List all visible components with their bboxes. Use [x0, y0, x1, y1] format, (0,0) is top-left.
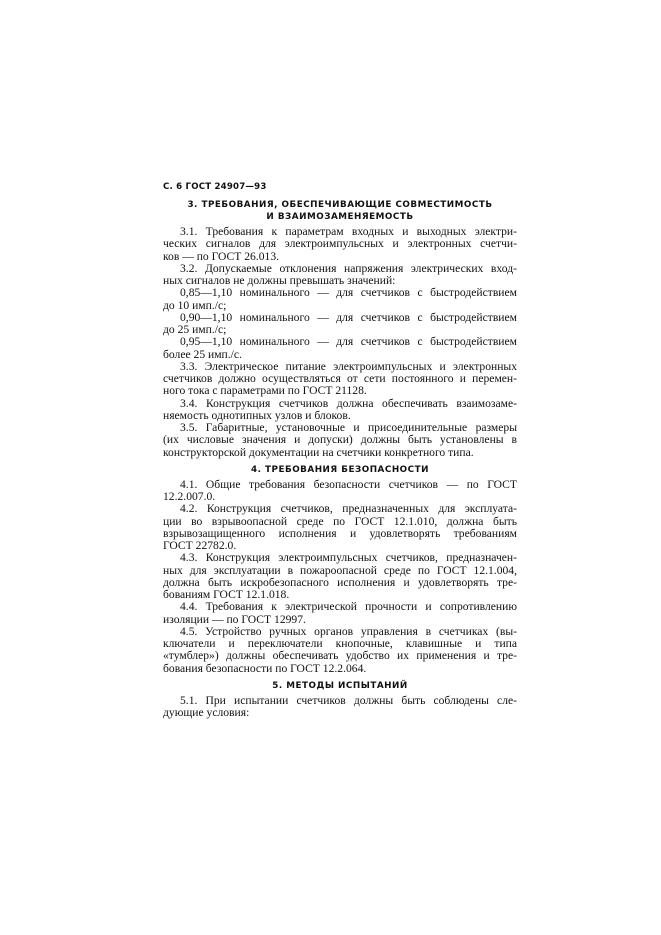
- text-line: 5.1. При испытании счетчиков должны быть соблюдены сле-: [180, 693, 517, 707]
- text-line: ков — по ГОСТ 26.013.: [163, 249, 280, 263]
- text-line: 4.5. Устройство ручных органов управления в счетчиках (вы-: [180, 624, 517, 638]
- text-line: 3.5. Габаритные, установочные и присоединительные размеры: [180, 421, 517, 434]
- text-line: ных для эксплуатации в пожароопасной среде по ГОСТ 12.1.004,: [163, 563, 517, 577]
- section: [163, 680, 517, 720]
- section-heading-line: 4. ТРЕБОВАНИЯ БЕЗОПАСНОСТИ: [251, 464, 429, 475]
- text-line: 0,95—1,10 номинального — для счетчиков с быстродействием: [180, 335, 517, 349]
- text-line: 4.4. Требования к электрической прочности и сопротивлению: [180, 600, 517, 614]
- text-line: ного тока с параметрами по ГОСТ 21128.: [163, 384, 367, 398]
- paragraph: [163, 601, 517, 626]
- paragraph: [163, 398, 517, 423]
- text-line: (их числовые значения и допуски) должны быть установлены в: [163, 433, 517, 447]
- paragraph: [163, 361, 517, 398]
- text-line: 3.2. Допускаемые отклонения напряжения электрических вход-: [180, 261, 517, 275]
- text-line: 4.2. Конструкция счетчиков, предназначенных для эксплуата-: [180, 502, 517, 516]
- text-line: 0,85—1,10 номинального — для счетчиков с быстродействием: [180, 286, 517, 300]
- text-line: ключатели и переключатели кнопочные, клавишные и типа: [163, 637, 517, 650]
- text-line: ческих сигналов для электроимпульсных и электронных счетчи-: [163, 237, 517, 251]
- paragraph: [163, 312, 517, 337]
- text-line: 3.1. Требования к параметрам входных и выходных электри-: [180, 225, 517, 238]
- text-line: 3.3. Электрическое питание электроимпульсных и электронных: [180, 359, 517, 373]
- paragraph: [163, 263, 517, 288]
- section-heading-line: 3. ТРЕБОВАНИЯ, ОБЕСПЕЧИВАЮЩИЕ СОВМЕСТИМОСТЬ: [187, 200, 493, 210]
- section: [163, 464, 517, 675]
- document-body: [163, 199, 517, 719]
- text-line: бования безопасности по ГОСТ 12.2.064.: [163, 661, 367, 675]
- text-line: ных сигналов не должны превышать значений:: [163, 274, 396, 287]
- text-line: дующие условия:: [163, 706, 250, 719]
- paragraph: [163, 287, 517, 312]
- text-line: до 10 имп./с;: [163, 298, 227, 312]
- text-line: бованиям ГОСТ 12.1.018.: [163, 588, 290, 601]
- text-line: няемость однотипных узлов и блоков.: [163, 408, 351, 422]
- text-line: 4.1. Общие требования безопасности счетчиков — по ГОСТ: [180, 477, 517, 491]
- section-heading: [163, 680, 517, 692]
- text-line: «тумблер») должны обеспечивать удобство их применения и тре-: [163, 649, 517, 663]
- text-line: до 25 имп./с;: [163, 323, 227, 336]
- text-line: конструкторской документации на счетчики конкретного типа.: [163, 445, 474, 459]
- section: [163, 199, 517, 459]
- paragraph: [163, 552, 517, 601]
- paragraph: [163, 695, 517, 720]
- paragraph: [163, 479, 517, 504]
- paragraph: [163, 626, 517, 675]
- text-line: 4.3. Конструкция электроимпульсных счетчиков, предназначен-: [180, 551, 517, 565]
- page-header: С. 6 ГОСТ 24907—93: [163, 182, 267, 192]
- section-heading-line: 5. МЕТОДЫ ИСПЫТАНИЙ: [272, 680, 408, 691]
- paragraph: [163, 503, 517, 552]
- section-heading-line: И ВЗАИМОЗАМЕНЯЕМОСТЬ: [266, 212, 414, 222]
- text-line: изоляции — по ГОСТ 12997.: [163, 612, 306, 626]
- paragraph: [163, 226, 517, 263]
- section-heading: [163, 464, 517, 476]
- text-line: 3.4. Конструкция счетчиков должна обеспечивать взаимозаме-: [180, 396, 517, 410]
- section-heading: [163, 199, 517, 223]
- text-line: должна быть искробезопасного исполнения и удовлетворять тре-: [163, 575, 517, 589]
- paragraph: [163, 422, 517, 459]
- text-line: счетчиков должно осуществляться от сети постоянного и перемен-: [163, 372, 517, 385]
- text-line: 12.2.007.0.: [163, 490, 216, 503]
- text-line: ГОСТ 22782.0.: [163, 539, 237, 552]
- text-line: взрывозащищенного исполнения и удовлетворять требованиям: [163, 526, 517, 540]
- paragraph: [163, 336, 517, 361]
- text-line: 0,90—1,10 номинального — для счетчиков с быстродействием: [180, 310, 517, 324]
- text-line: ции во взрывоопасной среде по ГОСТ 12.1.010, должна быть: [163, 514, 517, 528]
- text-line: более 25 имп./с.: [163, 347, 242, 361]
- document-page: [163, 181, 517, 719]
